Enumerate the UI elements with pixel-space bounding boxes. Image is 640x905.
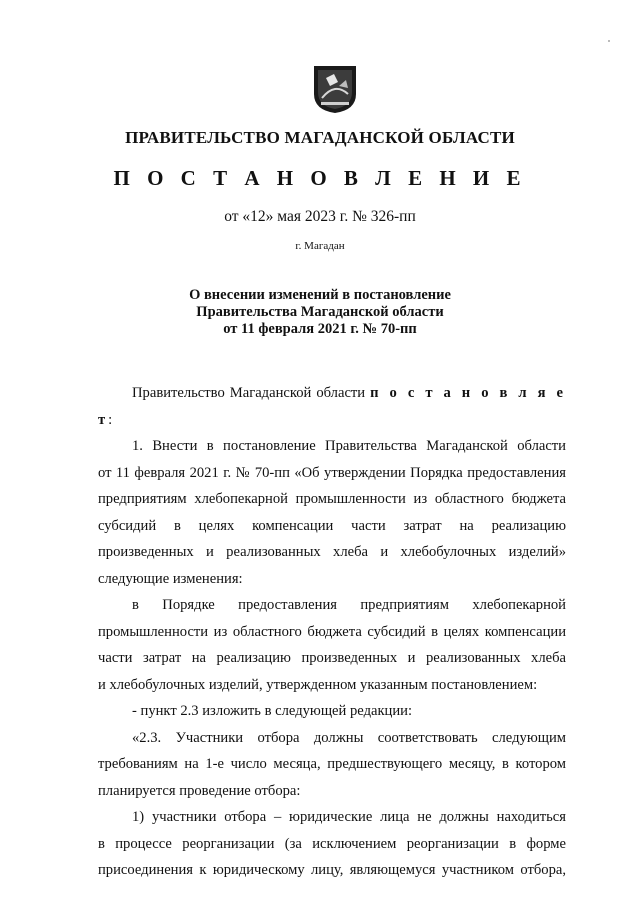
scan-speck: [608, 40, 610, 42]
paragraph-line: субсидий в целях компенсации части затрат на реализацию: [98, 517, 566, 534]
paragraph-line: произведенных и реализованных хлеба и хлебобулочных изделий»: [98, 544, 566, 560]
city: г. Магадан: [295, 240, 345, 252]
paragraph-line: присоединения к юридическому лицу, являющемуся участником отбора,: [98, 862, 566, 878]
subject-line: от 11 февраля 2021 г. № 70-пп: [223, 321, 417, 337]
paragraph-line: от 11 февраля 2021 г. № 70-пп «Об утверждении Порядка предоставления: [98, 464, 566, 481]
paragraph-line: 1. Внести в постановление Правительства Магаданской области: [132, 438, 566, 454]
paragraph-line: предприятиям хлебопекарной промышленности из областного бюджета: [98, 491, 566, 507]
paragraph-line: в Порядке предоставления предприятиям хлебопекарной: [132, 597, 566, 613]
coat-of-arms-icon: [312, 64, 358, 114]
document-body: [98, 380, 566, 884]
paragraph-line: в процессе реорганизации (за исключением реорганизации в форме: [98, 835, 566, 852]
paragraph-line: планируется проведение отбора:: [98, 782, 301, 799]
paragraph-line: «2.3. Участники отбора должны соответствовать следующим: [132, 729, 566, 746]
paragraph-line: части затрат на реализацию произведенных и реализованных хлеба: [98, 650, 566, 666]
paragraph-resolves: [98, 380, 566, 433]
document-type: П О С Т А Н О В Л Е Н И Е: [113, 166, 527, 190]
paragraph-line: требованиям на 1-е число месяца, предшествующего месяцу, в котором: [98, 756, 566, 772]
subject-line: Правительства Магаданской области: [196, 304, 444, 320]
paragraph-line: следующие изменения:: [98, 570, 243, 587]
date-number: от «12» мая 2023 г. № 326-пп: [224, 208, 416, 225]
paragraph-line: промышленности из областного бюджета субсидий в целях компенсации: [98, 623, 566, 640]
government-title: ПРАВИТЕЛЬСТВО МАГАДАНСКОЙ ОБЛАСТИ: [125, 128, 515, 147]
text-run: Правительство Магаданской области: [132, 385, 371, 401]
spaced-word: п о с т а н о в л я е т: [98, 385, 566, 428]
paragraph-line: и хлебобулочных изделий, утвержденном указанным постановлением:: [98, 676, 538, 693]
subject-heading: [0, 287, 640, 338]
paragraph-line: 1) участники отбора – юридические лица не должны находиться: [132, 809, 566, 825]
text-run: :: [108, 411, 113, 428]
subject-line: О внесении изменений в постановление: [189, 287, 451, 303]
paragraph-line: - пункт 2.3 изложить в следующей редакции:: [132, 703, 413, 719]
